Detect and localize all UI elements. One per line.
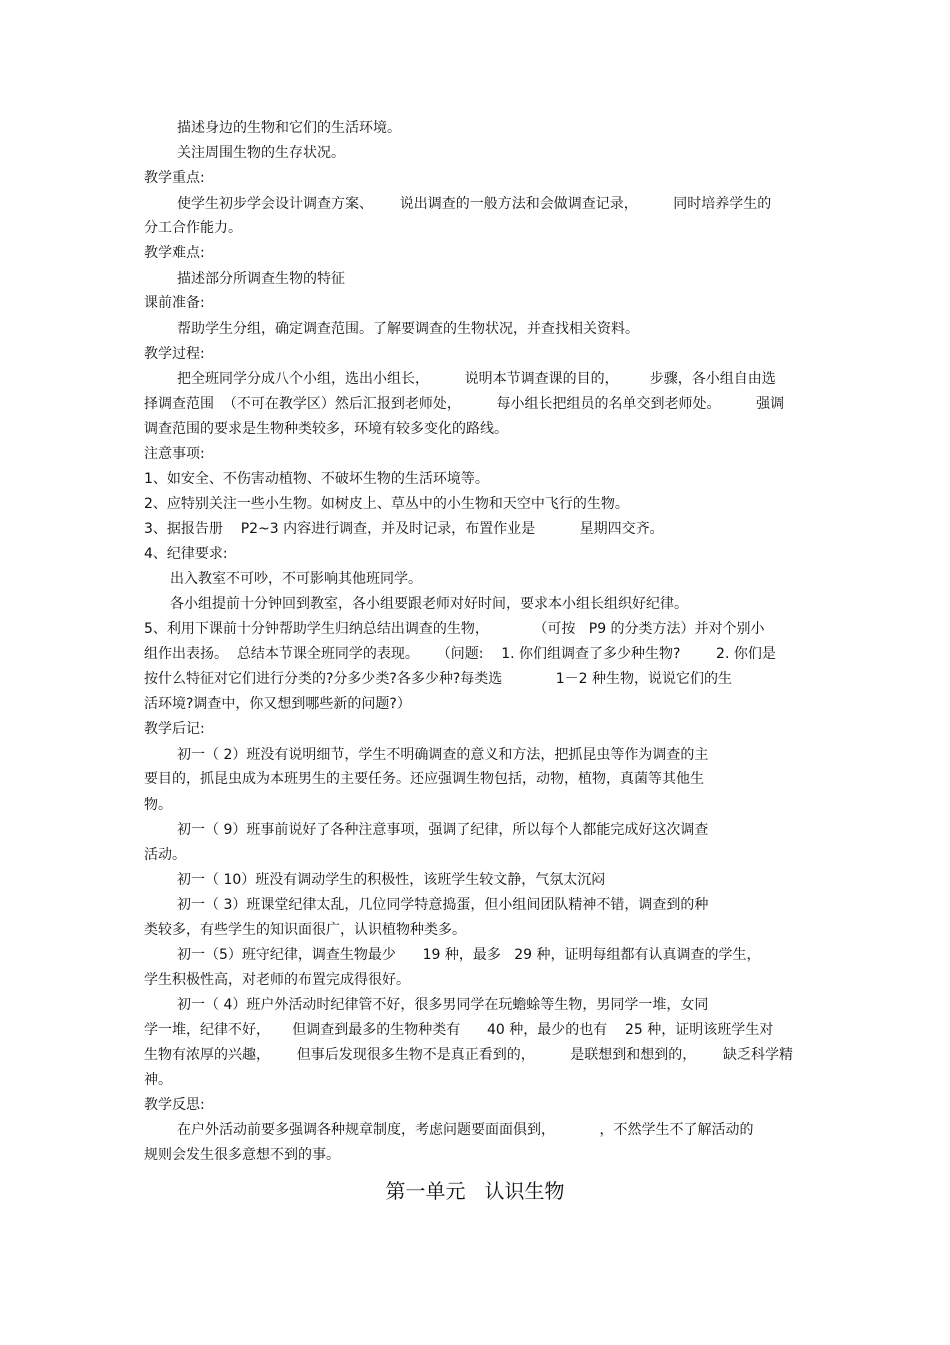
text-line: 初一（ 3）班课堂纪律太乱，几位同学特意捣蛋，但小组间团队精神不错，调查到的种: [177, 897, 709, 913]
list-item: 1、如安全、不伤害动植物、不破坏生物的生活环境等。: [144, 471, 489, 487]
section-label: 课前准备:: [144, 295, 205, 311]
section-label: 教学后记:: [144, 721, 205, 737]
text-line: 使学生初步学会设计调查方案、 说出调查的一般方法和会做调查记录， 同时培养学生的: [177, 196, 772, 212]
section-label: 教学重点:: [144, 170, 205, 186]
section-label: 教学难点:: [144, 245, 205, 261]
text-line: 初一（ 4）班户外活动时纪律管不好，很多男同学在玩蟾蜍等生物，男同学一堆，女同: [177, 997, 709, 1013]
text-line: 描述身边的生物和它们的生活环境。: [177, 120, 401, 136]
list-item: 4、纪律要求:: [144, 546, 228, 562]
section-label: 教学反思:: [144, 1097, 205, 1113]
text-line: 物。: [144, 797, 172, 813]
text-line: 描述部分所调查生物的特征: [177, 271, 345, 287]
text-line: 神。: [144, 1072, 172, 1088]
text-line: 学一堆，纪律不好， 但调查到最多的生物种类有 40 种，最少的也有 25 种，证明该班学生对: [144, 1022, 774, 1038]
text-line: 活环境?调查中，你又想到哪些新的问题?）: [144, 696, 411, 712]
text-line: 要目的，抓昆虫成为本班男生的主要任务。还应强调生物包括，动物，植物，真菌等其他生: [144, 771, 704, 787]
list-item: 3、据报告册 P2~3 内容进行调查，并及时记录，布置作业是 星期四交齐。: [144, 521, 664, 537]
unit-heading: 第一单元 认识生物: [385, 1179, 565, 1203]
text-line: 初一（ 10）班没有调动学生的积极性，该班学生较文静，气氛太沉闷: [177, 872, 606, 888]
text-line: 生物有浓厚的兴趣， 但事后发现很多生物不是真正看到的， 是联想到和想到的， 缺乏科学精: [144, 1047, 794, 1063]
text-line: 初一（ 2）班没有说明细节，学生不明确调查的意义和方法，把抓昆虫等作为调查的主: [177, 747, 709, 763]
list-item: 5、利用下课前十分钟帮助学生归纳总结出调查的生物， （可按 P9 的分类方法）并对个别小: [144, 621, 765, 637]
text-line: 帮助学生分组，确定调查范围。了解要调查的生物状况，并查找相关资料。: [177, 321, 639, 337]
text-line: 初一（ 9）班事前说好了各种注意事项，强调了纪律，所以每个人都能完成好这次调查: [177, 822, 709, 838]
text-line: 初一（5）班守纪律，调查生物最少 19 种，最多 29 种，证明每组都有认真调查的学生，: [177, 947, 761, 963]
section-label: 注意事项:: [144, 446, 205, 462]
text-line: 各小组提前十分钟回到教室，各小组要跟老师对好时间，要求本小组长组织好纪律。: [170, 596, 688, 612]
text-line: 关注周围生物的生存状况。: [177, 145, 345, 161]
text-line: 分工合作能力。: [144, 220, 242, 236]
text-line: 活动。: [144, 847, 186, 863]
list-item: 2、应特别关注一些小生物。如树皮上、草丛中的小生物和天空中飞行的生物。: [144, 496, 629, 512]
text-line: 规则会发生很多意想不到的事。: [144, 1147, 340, 1163]
text-line: 调查范围的要求是生物种类较多，环境有较多变化的路线。: [144, 421, 508, 437]
text-line: 在户外活动前要多强调各种规章制度，考虑问题要面面俱到， ，不然学生不了解活动的: [177, 1122, 754, 1138]
text-line: 择调查范围 （不可在教学区）然后汇报到老师处， 每小组长把组员的名单交到老师处。 强调: [144, 396, 785, 412]
text-line: 组作出表扬。 总结本节课全班同学的表现。 （问题: 1. 你们组调查了多少种生物? 2. 你们是: [144, 646, 776, 662]
text-line: 学生积极性高，对老师的布置完成得很好。: [144, 972, 410, 988]
text-line: 出入教室不可吵，不可影响其他班同学。: [170, 571, 422, 587]
text-line: 把全班同学分成八个小组，选出小组长， 说明本节调查课的目的， 步骤，各小组自由选: [177, 371, 776, 387]
section-label: 教学过程:: [144, 346, 205, 362]
text-line: 类较多，有些学生的知识面很广，认识植物种类多。: [144, 922, 466, 938]
text-line: 按什么特征对它们进行分类的?分多少类?各多少种?每类选 1－2 种生物，说说它们的生: [144, 671, 732, 687]
